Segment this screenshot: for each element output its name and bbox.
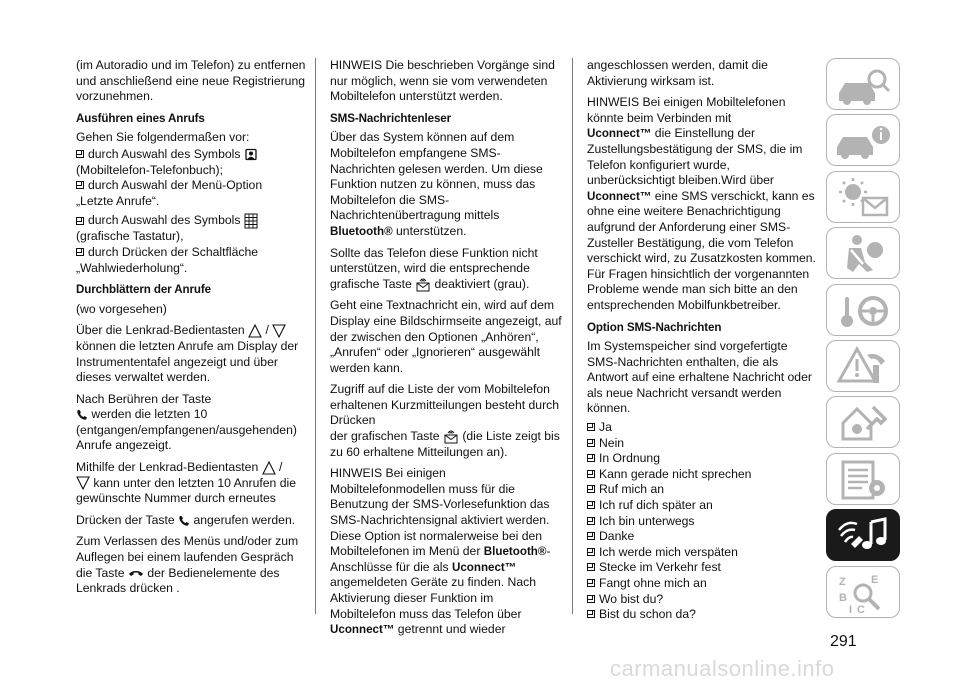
sms-option-item — [587, 451, 819, 467]
sms-reader-icon — [443, 429, 459, 444]
bullet-icon — [76, 181, 84, 189]
column-1 — [76, 58, 308, 603]
sms-option-item — [587, 607, 819, 623]
bullet-text: durch Auswahl des Symbols — [88, 146, 241, 161]
sms-option-item — [587, 436, 819, 452]
paragraph: HINWEIS Die beschrieben Vorgänge sind nur möglich, wenn sie vom verwendeten Mobiltelefon unterstützt werden. — [330, 58, 555, 104]
bullet-icon — [76, 217, 84, 225]
column-3 — [587, 58, 819, 623]
bullet-item — [76, 178, 308, 209]
paragraph: (wo vorgesehen) — [76, 301, 167, 316]
tab-multimedia[interactable] — [826, 509, 900, 561]
paragraph: (im Autoradio und im Telefon) zu entfernen und anschließend eine neue Registrierung vorzunehmen. — [76, 58, 306, 104]
bullet-icon — [76, 248, 84, 256]
paragraph: HINWEIS Bei einigen Mobiltelefonmodellen muss für die Benutzung der SMS-Vorlesefunktion das SMS-Nachrichtensignal aktiviert werden. Diese Option ist normalerweise bei den Mobiltelefonen im Menü der Bluetooth®-Anschlüsse für die als Uconnect™ angemeldeten Geräte zu finden. Nach Aktivierung dieser Funktion im Mobiltelefon muss das Telefon über Uconnect™ getrennt und wieder — [330, 466, 551, 637]
bullet-icon — [587, 470, 595, 478]
svg-text:B: B — [839, 591, 847, 604]
bullet-item — [76, 213, 308, 245]
bullet-icon — [587, 610, 595, 618]
sms-option-item — [587, 498, 819, 514]
hang-up-icon — [128, 569, 144, 577]
bullet-icon — [587, 579, 595, 587]
svg-text:C: C — [857, 603, 865, 616]
arrow-up-icon — [262, 461, 276, 475]
tab-dashboard[interactable] — [826, 58, 900, 110]
bullet-item — [76, 245, 308, 276]
sms-option-text: Nein — [599, 435, 625, 450]
sms-option-text: Bist du schon da? — [599, 607, 696, 622]
bullet-icon — [587, 595, 595, 603]
column-2 — [330, 58, 562, 644]
paragraph: Geht eine Textnachricht ein, wird auf dem Display eine Bildschirmseite angezeigt, auf der zwischen den Optionen „Anhören“, „Anrufen“ oder „Ignorieren“ ausgewählt werden kann. — [330, 298, 562, 375]
sms-options-list — [587, 420, 819, 623]
sms-option-item — [587, 420, 819, 436]
paragraph: Zugriff auf die Liste der vom Mobiltelefon erhaltenen Kurzmitteilungen besteht durch Drücken der grafischen Taste (die Liste zeigt bis zu 60 erhaltene Mitteilungen an). — [330, 382, 560, 459]
phone-icon — [76, 409, 88, 421]
paragraph: Mithilfe der Lenkrad-Bedientasten / kann unter den letzten 10 Anrufen die gewünschte Nummer durch erneutes — [76, 460, 296, 506]
sms-option-text: Danke — [599, 529, 635, 544]
bullet-text: (grafische Tastatur), — [76, 229, 184, 244]
paragraph: Gehen Sie folgendermaßen vor: — [76, 130, 250, 145]
section-heading: Ausführen eines Anrufs — [76, 111, 205, 125]
svg-text:I: I — [849, 603, 853, 616]
paragraph: Zum Verlassen des Menüs und/oder zum Auflegen bei einem laufenden Gespräch die Taste der Bedienelemente des Lenkrads drücken . — [76, 534, 299, 596]
bullet-icon — [587, 423, 595, 431]
bullet-text: „Letzte Anrufe“. — [76, 193, 160, 208]
sms-option-text: Ja — [599, 420, 612, 435]
arrow-down-icon — [76, 476, 90, 490]
sms-option-text: Ruf mich an — [599, 482, 665, 497]
light-warning-icon — [827, 172, 901, 224]
bullet-text: durch Drücken der Schaltfläche — [88, 244, 259, 259]
paragraph: Über das System können auf dem Mobiltelefon empfangene SMS-Nachrichten gelesen werden. Um diese Funktion nutzen zu können, muss das Mobiltelefon die SMS-Nachrichtenübertragung mittels Bluetooth® unterstützen. — [330, 130, 543, 238]
page-number: 291 — [830, 633, 857, 650]
car-info-icon — [827, 115, 901, 167]
tab-technical-data[interactable] — [826, 453, 900, 505]
sms-option-text: In Ordnung — [599, 451, 660, 466]
watermark: carmanualsonline.info — [610, 656, 835, 681]
bullet-icon — [587, 501, 595, 509]
arrow-up-icon — [248, 324, 262, 338]
section-heading: SMS-Nachrichtenleser — [330, 111, 452, 125]
sms-option-item — [587, 560, 819, 576]
tab-car-info[interactable] — [826, 114, 900, 166]
bullet-icon — [587, 532, 595, 540]
sms-option-item — [587, 545, 819, 561]
paragraph: HINWEIS Bei einigen Mobiltelefonen könnte beim Verbinden mit Uconnect™ die Einstellung der Zustellungsbestätigung der SMS, die im Telefon konfiguriert wurde, unberücksichtigt bleiben.Wird über Uconnect™ eine SMS verschickt, kann es ohne eine weitere Benachrichtigung aufgrund der Anforderung einer SMS-Zusteller Bestätigung, die vom Telefon verschickt wird, zu Zusatzkosten kommen. Für Fragen hinsichtlich der vorgenannten Probleme wende man sich bitte an den entsprechenden Mobilfunkbetreiber. — [587, 95, 816, 312]
column-divider — [315, 58, 316, 614]
bullet-icon — [587, 454, 595, 462]
maintenance-icon — [827, 397, 901, 449]
paragraph: Drücken der Taste angerufen werden. — [76, 512, 296, 527]
arrow-down-icon — [272, 324, 286, 338]
keypad-icon — [244, 213, 258, 229]
sms-option-text: Ich ruf dich später an — [599, 498, 713, 513]
bullet-text: durch Auswahl der Menü-Option — [88, 178, 263, 193]
bullet-icon — [76, 150, 84, 158]
sms-option-text: Ich werde mich verspäten — [599, 544, 738, 559]
bullet-icon — [587, 563, 595, 571]
sms-option-text: Wo bist du? — [599, 591, 664, 606]
multimedia-icon — [827, 510, 901, 562]
tab-emergency[interactable] — [826, 340, 900, 392]
sms-option-text: Kann gerade nicht sprechen — [599, 466, 752, 481]
bullet-icon — [587, 485, 595, 493]
sms-option-item — [587, 514, 819, 530]
sms-option-item — [587, 576, 819, 592]
svg-text:E: E — [871, 573, 879, 586]
phone-icon — [178, 515, 190, 527]
bullet-text: durch Auswahl des Symbols — [88, 213, 241, 228]
sms-option-item — [587, 482, 819, 498]
sms-option-text: Stecke im Verkehr fest — [599, 560, 721, 575]
chapter-tabs — [826, 58, 902, 622]
warning-triangle-icon — [827, 341, 901, 393]
bullet-icon — [587, 548, 595, 556]
sms-option-item — [587, 529, 819, 545]
tab-safety[interactable] — [826, 227, 900, 279]
sms-option-text: Ich bin unterwegs — [599, 513, 695, 528]
paragraph: Sollte das Telefon diese Funktion nicht unterstützen, wird die entsprechende grafische Taste deaktiviert (grau). — [330, 245, 538, 291]
column-divider — [572, 58, 573, 614]
starting-driving-icon — [827, 285, 901, 337]
tab-index[interactable] — [826, 566, 900, 618]
sms-option-item — [587, 467, 819, 483]
bullet-icon — [587, 439, 595, 447]
bullet-item — [76, 147, 308, 178]
paragraph: Nach Berühren der Taste werden die letzten 10 (entgangen/empfangenen/ausgehenden) Anrufe angezeigt. — [76, 391, 297, 453]
tab-maintenance[interactable] — [826, 396, 900, 448]
svg-text:Z: Z — [839, 575, 846, 588]
section-heading: Option SMS-Nachrichten — [587, 320, 722, 334]
sms-option-item — [587, 592, 819, 608]
paragraph: angeschlossen werden, damit die Aktivierung wirksam ist. — [587, 58, 768, 88]
technical-data-icon — [827, 454, 901, 506]
phonebook-icon — [244, 148, 258, 161]
paragraph: Im Systemspeicher sind vorgefertigte SMS-Nachrichten enthalten, die als Antwort auf eine erhaltene Nachricht oder als neue Nachricht versandt werden können. — [587, 339, 812, 416]
bullet-text: „Wahlwiederholung“. — [76, 260, 188, 275]
section-heading: Durchblättern der Anrufe — [76, 283, 212, 297]
bullet-icon — [587, 517, 595, 525]
sms-reader-icon — [415, 277, 431, 292]
sms-option-text: Fangt ohne mich an — [599, 576, 707, 590]
airbag-safety-icon — [827, 228, 901, 280]
car-dashboard-icon — [827, 59, 901, 111]
index-icon — [827, 567, 901, 619]
paragraph: Über die Lenkrad-Bedientasten / können die letzten Anrufe am Display der Instrumententafel angezeigt und über dieses verwaltet werden. — [76, 323, 299, 385]
bullet-text: (Mobiltelefon-Telefonbuch); — [76, 162, 224, 177]
tab-warning-lights[interactable] — [826, 171, 900, 223]
tab-starting-driving[interactable] — [826, 284, 900, 336]
